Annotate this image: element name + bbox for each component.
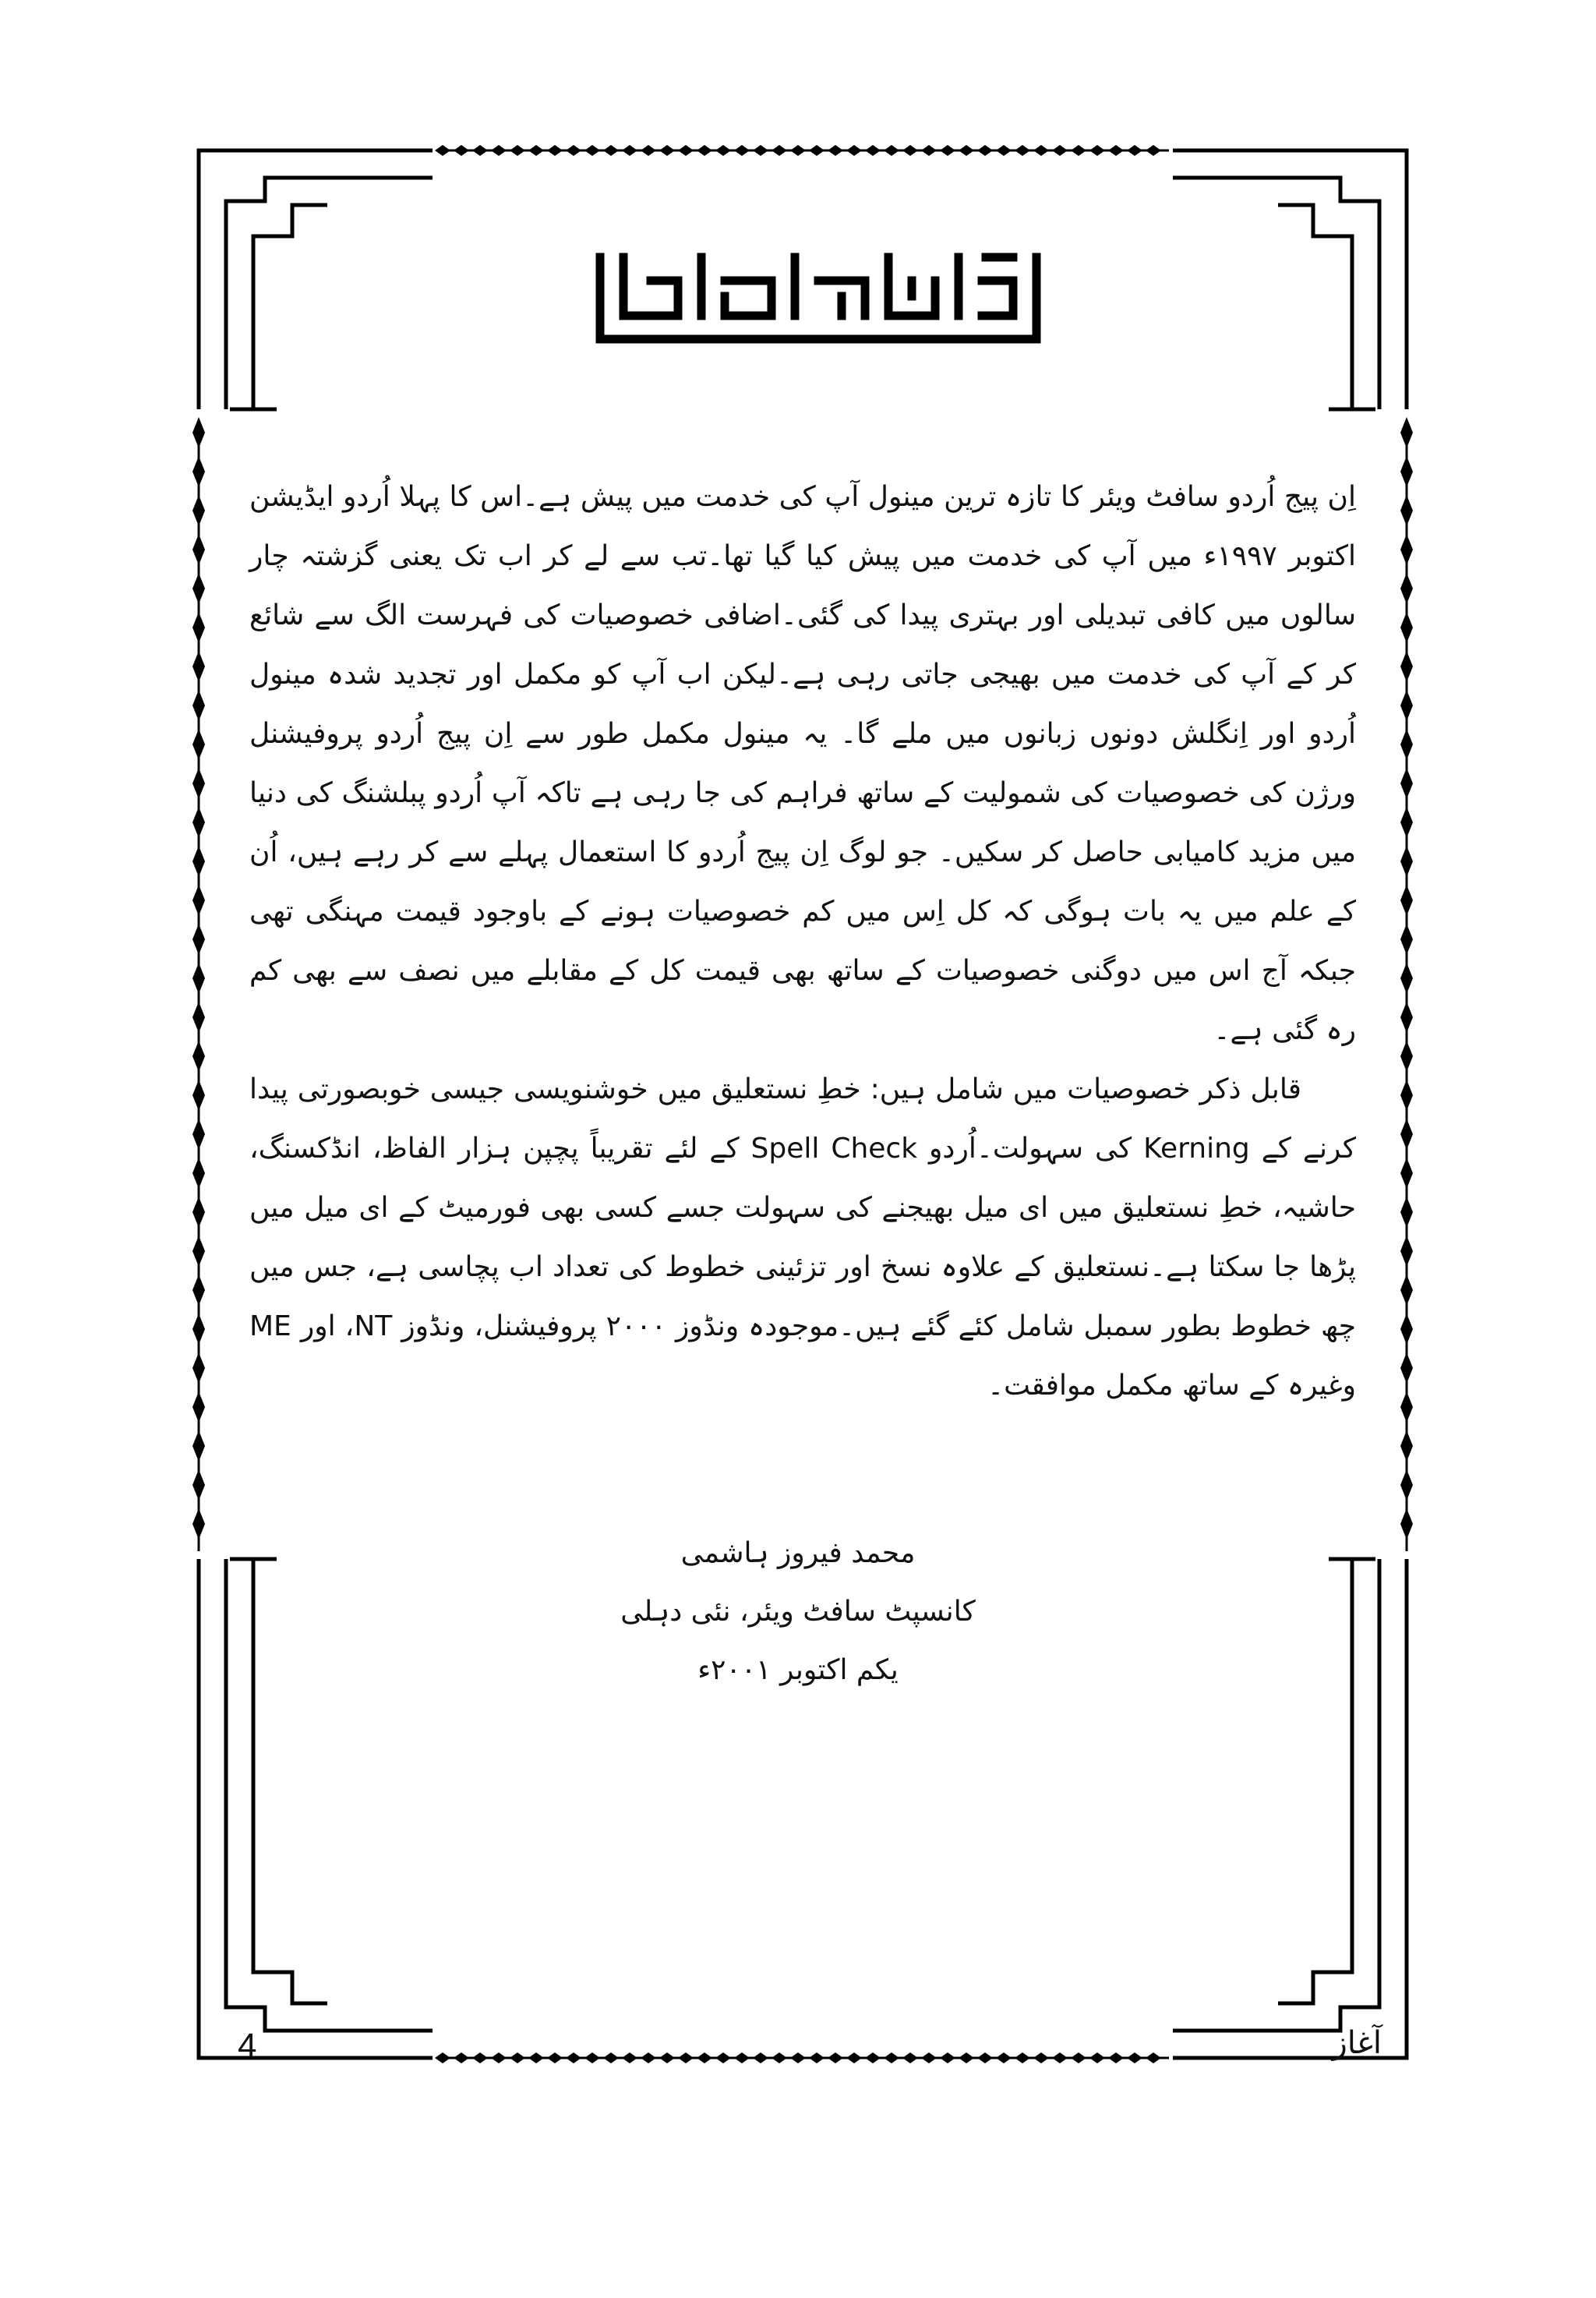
border-corner-top-right (1173, 150, 1407, 409)
border-corner-bottom-right (1173, 1559, 1407, 2058)
manual-introduction (249, 468, 1356, 1416)
intro-paragraph-2: قابل ذکر خصوصیات میں شامل ہیں: خطِ نستعلیق میں خوشنویسی جیسی خوبصورتی پیدا کرنے کے Kerning کی سہولت۔اُردو Spell Check کے لئے تقریباً پچپن ہزار الفاظ، انڈکسنگ، حاشیہ، خطِ نستعلیق میں ای میل بھیجنے کی سہولت جسے کسی بھی فورمیٹ کے ای میل میں پڑھا جا سکتا ہے۔نستعلیق کے علاوہ نسخ اور تزئینی خطوط کی تعداد اب پچاسی ہے، جس میں چھ خطوط بطور سمبل شامل کئے گئے ہیں۔موجودہ ونڈوز ۲۰۰۰ پروفیشنل، ونڈوز NT، اور ME وغیرہ کے ساتھ مکمل موافقت۔ (249, 1073, 1357, 1402)
page-number: 4 (238, 2027, 257, 2065)
intro-paragraph-1: اِن پیج اُردو سافٹ ویئر کا تازہ ترین مینول آپ کی خدمت میں پیش ہے۔اس کا پہلا اُردو ایڈیشن اکتوبر ۱۹۹۷ء میں آپ کی خدمت میں پیش کیا گیا تھا۔تب سے لے کر اب تک یعنی گزشتہ چار سالوں میں کافی تبدیلی اور بہتری پیدا کی گئی۔اضافی خصوصیات کی فہرست الگ سے شائع کر کے آپ کی خدمت میں بھیجی جاتی رہی ہے۔لیکن اب آپ کو مکمل اور تجدید شدہ مینول اُردو اور اِنگلش دونوں زبانوں میں ملے گا۔ یہ مینول مکمل طور سے اِن پیج اُردو پروفیشنل ورژن کی خصوصیات کی شمولیت کے ساتھ فراہم کی جا رہی ہے تاکہ آپ اُردو پبلشنگ کی دنیا میں مزید کامیابی حاصل کر سکیں۔ جو لوگ اِن پیج اُردو کا استعمال پہلے سے کر رہے ہیں، اُن کے علم میں یہ بات ہوگی کہ کل اِس میں کم خصوصیات ہونے کے باوجود قیمت مہنگی تھی جبکہ آج اس میں دوگنی خصوصیات کے ساتھ بھی قیمت کل کے مقابلے میں نصف سے بھی کم رہ گئی ہے۔ (249, 481, 1357, 1046)
chapter-name: آغاز (1332, 2025, 1382, 2061)
signature-name: محمد فیروز ہاشمی (680, 1537, 916, 1569)
border-corner-bottom-left (199, 1559, 433, 2058)
signature-company: کانسپٹ سافٹ ویئر، نئی دہلی (620, 1596, 976, 1628)
bismillah-calligraphy (592, 249, 1044, 347)
border-corner-top-left (199, 150, 433, 409)
signature-block (468, 1524, 1128, 1699)
signature-date: یکم اکتوبر ۲۰۰۱ء (697, 1654, 899, 1686)
